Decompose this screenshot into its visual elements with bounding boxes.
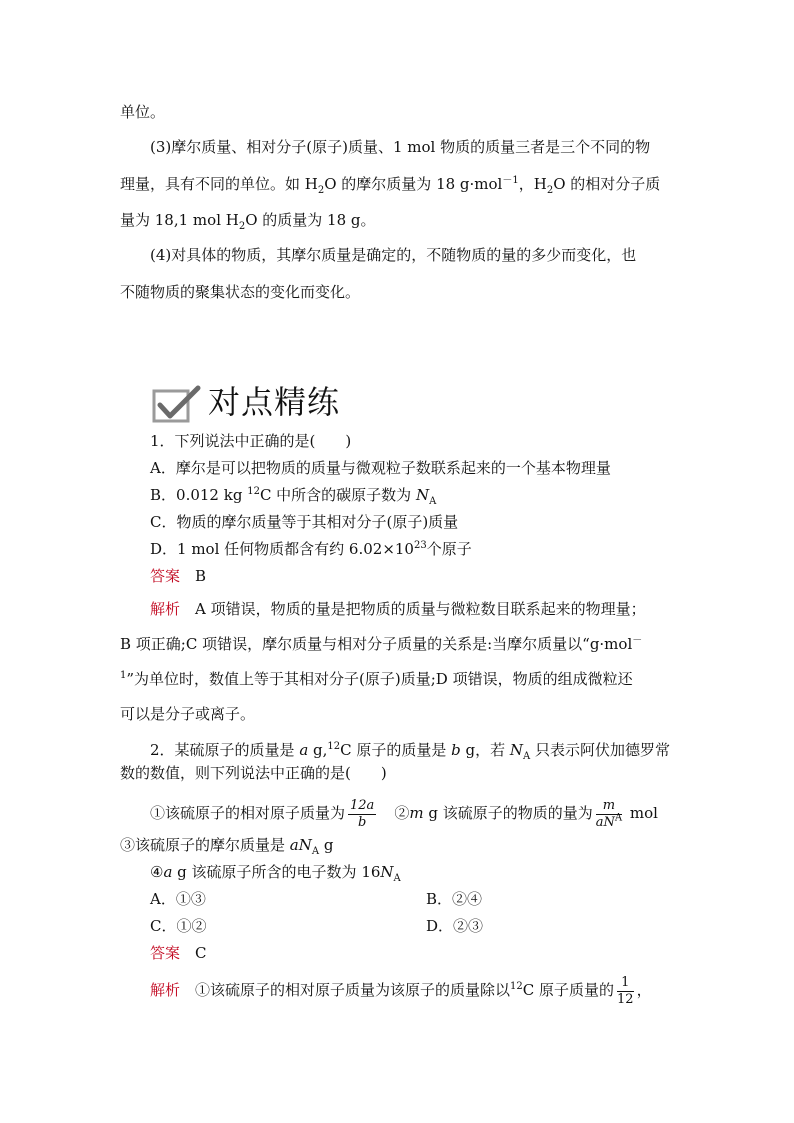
q2-option-a: A．①③: [150, 890, 206, 908]
q1-analysis-line-3: $^1$”为单位时，数值上等于其相对分子(原子)质量;D 项错误，物质的组成微粒还: [120, 670, 633, 688]
q1-analysis-line-4: 可以是分子或离子。: [120, 705, 256, 723]
q2-option-d: D．②③: [426, 917, 484, 935]
q1-analysis-line-2: B 项正确;C 项错误，摩尔质量与相对分子质量的关系是:当摩尔质量以“g·mol－: [120, 635, 643, 653]
q1-option-c: C．物质的摩尔质量等于其相对分子(原子)质量: [150, 513, 459, 531]
paragraph-3-line-1: (3)摩尔质量、相对分子(原子)质量、1 mol 物质的质量三者是三个不同的物: [150, 138, 651, 156]
fraction-1-12: $\frac{1}{12}$: [617, 974, 634, 1007]
answer-label: 答案: [150, 944, 181, 962]
q2-option-b: B．②④: [426, 890, 483, 908]
q1-stem: 1．下列说法中正确的是( ): [150, 432, 352, 450]
paragraph-4-line-2: 不随物质的聚集状态的变化而变化。: [120, 283, 361, 301]
q1-option-a: A．摩尔是可以把物质的质量与微观粒子数联系起来的一个基本物理量: [150, 459, 611, 477]
q2-stem-line-1: 2．某硫原子的质量是 a g,$^{12}$C 原子的质量是 b g，若 $N_A$ 只表示阿伏加德罗常: [150, 741, 671, 762]
q2-item-4: ④a g 该硫原子所含的电子数为 $16N_A$: [150, 863, 401, 884]
q1-answer: 答案 B: [150, 567, 207, 585]
paragraph-3-line-3: 量为 18,1 mol $H_2O$ 的质量为 18 g。: [120, 211, 376, 232]
q2-option-c: C．①②: [150, 917, 207, 935]
paragraph-3-line-2: 理量，具有不同的单位。如 $H_2O$ 的摩尔质量为 18 g·mol$^{-1}$，$H_2O$ 的相对分子质: [120, 175, 661, 196]
q1-analysis-line-1: 解析 A 项错误，物质的量是把物质的质量与微粒数目联系起来的物理量；: [150, 600, 646, 618]
q1-option-b: B．0.012 kg $^{12}$C 中所含的碳原子数为 $N_A$: [150, 486, 437, 507]
checkbox-check-icon: [152, 385, 202, 423]
q2-answer: 答案 C: [150, 944, 207, 962]
paragraph-unit: 单位。: [120, 103, 166, 121]
analysis-label: 解析: [150, 981, 181, 999]
answer-label: 答案: [150, 567, 181, 585]
section-title: 对点精练: [208, 383, 341, 421]
fraction-12a-b: $\frac{12a}{b}$: [350, 797, 375, 830]
fraction-m-aNA: $\frac{m}{aN^A}$: [595, 797, 623, 830]
q2-item-1-2: ①该硫原子的相对原子质量为 $\frac{12a}{b}$ ②m g 该硫原子的物质的量为 $\frac{m}{aN^A}$ mol: [150, 797, 658, 830]
q1-option-d: D．1 mol 任何物质都含有约 $6.02\times 10^{23}$个原子: [150, 540, 472, 558]
q2-item-3: ③该硫原子的摩尔质量是 $aN_A$ g: [120, 836, 334, 857]
paragraph-4-line-1: (4)对具体的物质，其摩尔质量是确定的，不随物质的量的多少而变化，也: [150, 246, 637, 264]
q2-stem-line-2: 数的数值，则下列说法中正确的是( ): [120, 764, 387, 782]
analysis-label: 解析: [150, 600, 181, 618]
q2-analysis-line-1: 解析 ①该硫原子的相对原子质量为该原子的质量除以$^{12}$C 原子质量的 $\frac{1}{12}$ ，: [150, 974, 652, 1007]
